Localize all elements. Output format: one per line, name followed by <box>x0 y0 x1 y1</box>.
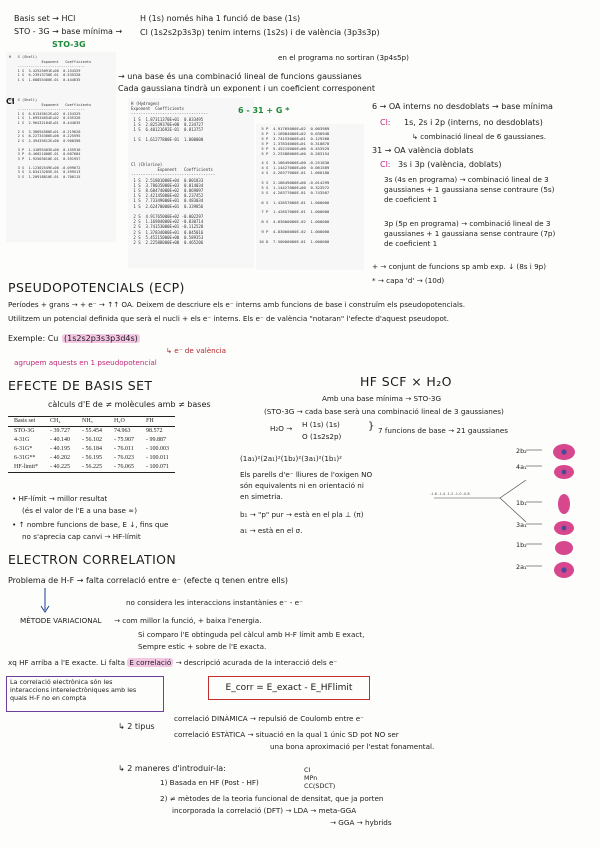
way-2: 2) ≠ mètodes de la teoria funcional de densitat, que ja porten <box>160 794 384 803</box>
coefficient-note: Cada gaussiana tindrà un exponent i un coeficient corresponent <box>118 84 376 93</box>
brace: } <box>368 421 375 432</box>
mid-output-panel <box>128 98 254 268</box>
missing-suffix: → descripció acurada de la interacció dels e⁻ <box>175 658 338 667</box>
table-cell: - 100.071 <box>140 463 175 473</box>
static-correlation: correlació ESTÀTICA → situació en la qual 1 únic SD pot NO ser <box>174 730 399 739</box>
config-highlight: (1s2s2p3s3p3d4s) <box>64 334 138 343</box>
pseudo-example-prefix: Exemple: Cu <box>8 334 59 343</box>
mid-h-block: H (Hydrogen) Exponent Coefficients -------------------------------- 1 S 1.87311370E+01 0.033495 1 S 2.82539370E+00 0.234727 1 S 6.40121692E-01 0.813757 1 S 1.61277800E-01 1.000000 <box>131 101 209 143</box>
mo-diagram <box>430 440 598 590</box>
functions-bullet-2: no s'aprecia cap canvi → HF-límit <box>22 532 141 541</box>
hf-minimal-basis: Amb una base mínima → STO-3G <box>322 394 442 403</box>
missing-correlation-line <box>8 658 337 667</box>
cl-basis-block: Cl S (Shell) Exponent Coefficients ------------------------------- 1 S 6.01345612E+02 0.154329 1 S 1.09534654E+02 0.535328 1 S 2.96432104E+01 0.444635 2 S 3.38694588E+01 -0.219620 2 S 8.22734306E+00 0.225595 2 S 2.49435612E+00 0.900398 3 P 1.41095403E+00 0.155916 3 P 6.46021008E-01 0.607684 3 P 1.92503010E-01 0.391957 3 S 1.12302549E+00 -0.099672 3 S 3.83413205E-01 0.399513 3 S 1.20918810E-01 0.700115 <box>9 98 92 179</box>
definition-box <box>6 676 164 712</box>
note-6-gaussians: ↳ combinació lineal de 6 gaussianes. <box>412 132 547 141</box>
table-cell: - 39.727 <box>50 428 71 434</box>
ecorr-formula-box <box>208 676 370 700</box>
lone-pairs-1: Els parells d'e⁻ lliures de l'oxigen NO <box>240 470 373 479</box>
table-header-3: H₂O <box>108 417 140 427</box>
h-basis-note: H (1s) només hiha 1 funció de base (1s) <box>140 14 301 23</box>
table-cell: STO-3G <box>14 428 35 434</box>
table-cell: 4-31G <box>14 437 30 443</box>
cl-basis-note: Cl (1s2s2p3s3p) tenim interns (1s2s) i de valència (3p3s3p) <box>140 28 380 37</box>
table-row <box>8 436 175 445</box>
definition-line-1: La correlació electrònica són les <box>10 678 113 686</box>
mo-1b1: 1b₁ <box>516 499 527 507</box>
sto3g-line: STO - 3G → base mínima → <box>14 27 123 36</box>
mo-3a1: 3a₁ <box>516 521 527 529</box>
table-cell: 74.963 <box>114 428 131 434</box>
missing-prefix: xq HF arriba a l'E exacte. Li falta <box>8 658 126 667</box>
note-star: * → capa 'd' → (10d) <box>372 276 445 285</box>
lone-pairs-3: en simetria. <box>240 492 283 501</box>
always-above: Sempre estic + sobre de l'E exacta. <box>138 642 267 651</box>
table-cell: 6-31G** <box>14 455 36 461</box>
correlation-problem: Problema de H-F → falta correlació entre e⁻ (efecte q tenen entre ells) <box>8 576 288 585</box>
table-row <box>8 454 175 463</box>
dynamic-correlation: correlació DINÀMICA → repulsió de Coulomb entre e⁻ <box>174 714 364 723</box>
hf-limit-bullet: • HF-límit → millor resultat <box>12 494 108 503</box>
note-3s-3: de coeficient 1 <box>384 195 438 204</box>
table-cell: - 76.011 <box>114 446 134 452</box>
basis-effect-title: EFECTE DE BASIS SET <box>8 378 153 393</box>
way-1-cc: CC(SDCT) <box>304 782 336 790</box>
way-2-hybrids: → GGA → hybrids <box>330 818 392 827</box>
b1-note: b₁ → "p" pur → està en el pla ⊥ (π) <box>240 510 364 519</box>
table-cell: 6-31G* <box>14 446 33 452</box>
down-arrow-icon <box>40 588 50 614</box>
definition-line-2: interaccions interelectròniques amb les <box>10 686 137 694</box>
table-cell: - 55.454 <box>82 428 103 434</box>
lone-pairs-2: són equivalents ni en orientació ni <box>240 481 364 490</box>
correlation-title: ELECTRON CORRELATION <box>8 552 177 567</box>
way-2-dft: incorporada la correlació (DFT) → LDA → meta-GGA <box>172 806 357 815</box>
ecorr-formula: E_corr = E_exact - E_HFlimit <box>225 683 353 693</box>
o-atom: O (1s2s2p) <box>302 432 342 441</box>
basis-set-heading: Basis set → HCl <box>14 14 76 23</box>
compare-note: Si comparo l'E obtinguda pel càlcul amb H-F límit amb E exact, <box>138 630 365 639</box>
table-cell: - 56.102 <box>82 437 103 443</box>
table-cell: - 76.065 <box>108 463 140 473</box>
pseudo-title: PSEUDOPOTENCIALS (ECP) <box>8 280 185 295</box>
hf-sto3g-note: (STO-3G → cada base serà una combinació lineal de 3 gaussianes) <box>264 407 504 416</box>
h2o-arrow: H₂O → <box>270 424 293 433</box>
basis-effect-caption: càlculs d'E de ≠ molècules amb ≠ bases <box>48 400 211 409</box>
table-cell: 98.572 <box>146 428 163 434</box>
mo-axis: -1.6 -1.4 -1.2 -1.0 -0.8 <box>430 492 470 496</box>
table-cell: - 40.225 <box>44 463 76 473</box>
functions-bullet: • ↑ nombre funcions de base, E ↓, fins que <box>12 520 169 529</box>
pseudo-example-config <box>62 334 140 344</box>
note-cl-key-1: Cl: <box>380 118 391 127</box>
table-header-2: NH₃ <box>76 417 108 427</box>
ecorrelation-key: E correlació <box>129 658 172 667</box>
note-3s-2: gaussianes + 1 gaussiana sense contraure (5s) <box>384 185 555 194</box>
valence-note: ↳ e⁻ de valència <box>166 346 227 355</box>
mo-2a1: 2a₁ <box>516 563 527 571</box>
variational-note: → com millor la funció, + baixa l'energia. <box>114 616 262 625</box>
grouped-note: agrupem aquests en 1 pseudopotencial <box>14 358 157 367</box>
table-row <box>8 445 175 454</box>
mid-cl-block: Cl (Chlorine) Exponent Coefficients ----------------------------------- 1 S 2.51801000E+04 0.001833 1 S 3.78035000E+03 0.014034 1 S 8.60474000E+02 0.069097 1 S 2.42145000E+02 0.237452 1 S 7.73349000E+01 0.483034 1 S 2.62470000E+01 0.339856 2 S 4.91765000E+02 -0.002297 2 S 1.16984000E+02 -0.030714 2 S 3.74153000E+01 -0.112528 2 S 1.37834000E+01 0.045016 2 S 5.45215000E+00 0.589353 2 S 2.22588000E+00 0.465206 <box>131 162 216 246</box>
table-row <box>8 463 175 473</box>
mo-2b2: 2b₂ <box>516 447 527 455</box>
note-cl-key-2: Cl: <box>380 160 391 169</box>
table-cell: - 99.887 <box>146 437 167 443</box>
note-3p-2: gaussianes + 1 gaussiana sense contraure (7p) <box>384 229 556 238</box>
cl-tag: Cl <box>6 97 15 106</box>
table-header-1: CH₄ <box>44 417 76 427</box>
table-header-0: Basis set <box>8 417 44 427</box>
table-cell: - 75.907 <box>114 437 135 443</box>
hf-h2o-title: HF SCF × H₂O <box>360 374 452 389</box>
note-interns: 1s, 2s i 2p (interns, no desdoblats) <box>404 118 543 127</box>
program-note: en el programa no sortiran (3p4s5p) <box>278 53 409 62</box>
table-cell: - 76.023 <box>114 455 135 461</box>
table-row <box>8 427 175 437</box>
h-basis-block: H S (Shell) Exponent Coefficients ------------------------------- 1 S 3.42525091E+00 0.154329 1 S 6.23913730E-01 0.535328 1 S 1.68855400E-01 0.444635 <box>9 55 92 82</box>
sto3g-label: STO-3G <box>52 40 86 49</box>
h-atoms: H (1s) (1s) <box>302 420 340 429</box>
table-cell: HF-limit* <box>8 463 44 473</box>
ways-heading: ↳ 2 maneres d'introduir-la: <box>118 764 226 773</box>
table-cell: - 56.184 <box>82 446 103 452</box>
correlation-instant: no considera les interaccions instantànies e⁻ - e⁻ <box>126 598 303 607</box>
h2o-config: (1a₁)²(2a₁)²(1b₂)²(3a₁)²(1b₁)² <box>240 454 343 463</box>
table-cell: - 40.195 <box>50 446 71 452</box>
table-cell: - 56.195 <box>82 455 103 461</box>
variational-method: MÈTODE VARIACIONAL <box>20 616 102 625</box>
static-correlation-2: una bona aproximació per l'estat fonamental. <box>270 742 435 751</box>
hf-limit-bullet-2: (és el valor de l'E a una base ∞) <box>22 506 138 515</box>
way-1-mpn: MPn <box>304 774 318 782</box>
left-output-panel <box>6 52 116 242</box>
a1-note: a₁ → està en el σ. <box>240 526 303 535</box>
total-functions: 7 funcions de base → 21 gaussianes <box>378 426 508 435</box>
right-output-panel <box>256 124 364 270</box>
note-plus: + → conjunt de funcions sp amb exp. ↓ (8s i 9p) <box>372 262 547 271</box>
definition-line-3: quals H-F no en compta <box>10 694 87 702</box>
basis-energy-table <box>8 416 175 473</box>
note-valencia: 3s i 3p (valència, doblats) <box>398 160 502 169</box>
way-1: 1) Basada en HF (Post - HF) <box>160 778 259 787</box>
note-31: 31 → OA valència doblats <box>372 146 474 155</box>
table-cell: - 100.011 <box>146 455 169 461</box>
pseudo-line-2: Utilitzem un potencial definida que serà el nucli + els e⁻ interns. Els e⁻ de valència "notaran" l'efecte d'aquest pseudopot. <box>8 314 449 323</box>
mo-1b2: 1b₂ <box>516 541 527 549</box>
table-cell: - 100.003 <box>146 446 170 452</box>
table-header-4: FH <box>140 417 175 427</box>
table-cell: - 56.225 <box>76 463 108 473</box>
note-3p-3: de coeficient 1 <box>384 239 438 248</box>
note-3p-1: 3p (5p en programa) → combinació lineal de 3 <box>384 219 551 228</box>
table-cell: - 40.140 <box>50 437 71 443</box>
table-cell: - 40.202 <box>50 455 71 461</box>
basis-631g-label: 6 - 31 + G * <box>238 106 290 115</box>
right-basis-block: 5 P 4.91765000E+02 0.003989 5 P 1.16984000E+02 0.030948 5 P 3.74153000E+01 0.129268 5 P 1.37834000E+01 0.310870 5 P 5.45215000E+00 0.453529 5 P 2.22588000E+00 0.283154 4 S 3.18649000E+00 -0.251830 4 S 1.14427000E+00 0.061589 4 S 4.20377000E-01 1.060180 5 S 2.18649000E+00 -0.014299 5 S 1.14427000E+00 0.323572 5 S 4.20377000E-01 0.743507 6 S 1.42657000E-01 1.000000 7 P 1.42657000E-01 1.000000 8 S 4.83000000E-02 1.000000 9 P 4.83000000E-02 1.000000 10 D 7.50000000E-01 1.000000 <box>259 126 330 244</box>
note-3s-1: 3s (4s en programa) → combinació lineal de 3 <box>384 175 549 184</box>
types-prefix: ↳ 2 tipus <box>118 722 155 731</box>
mo-4a1: 4a₁ <box>516 463 527 471</box>
note-6: 6 → OA interns no desdoblats → base mínima <box>372 102 553 111</box>
combination-note: → una base és una combinació lineal de funcions gaussianes <box>118 72 362 81</box>
pseudo-line-1: Períodes + grans → + e⁻ → ↑↑ OA. Deixem de descriure els e⁻ interns amb funcions de base i construïm els pseudopotencials. <box>8 300 466 309</box>
way-1-ci: CI <box>304 766 311 774</box>
